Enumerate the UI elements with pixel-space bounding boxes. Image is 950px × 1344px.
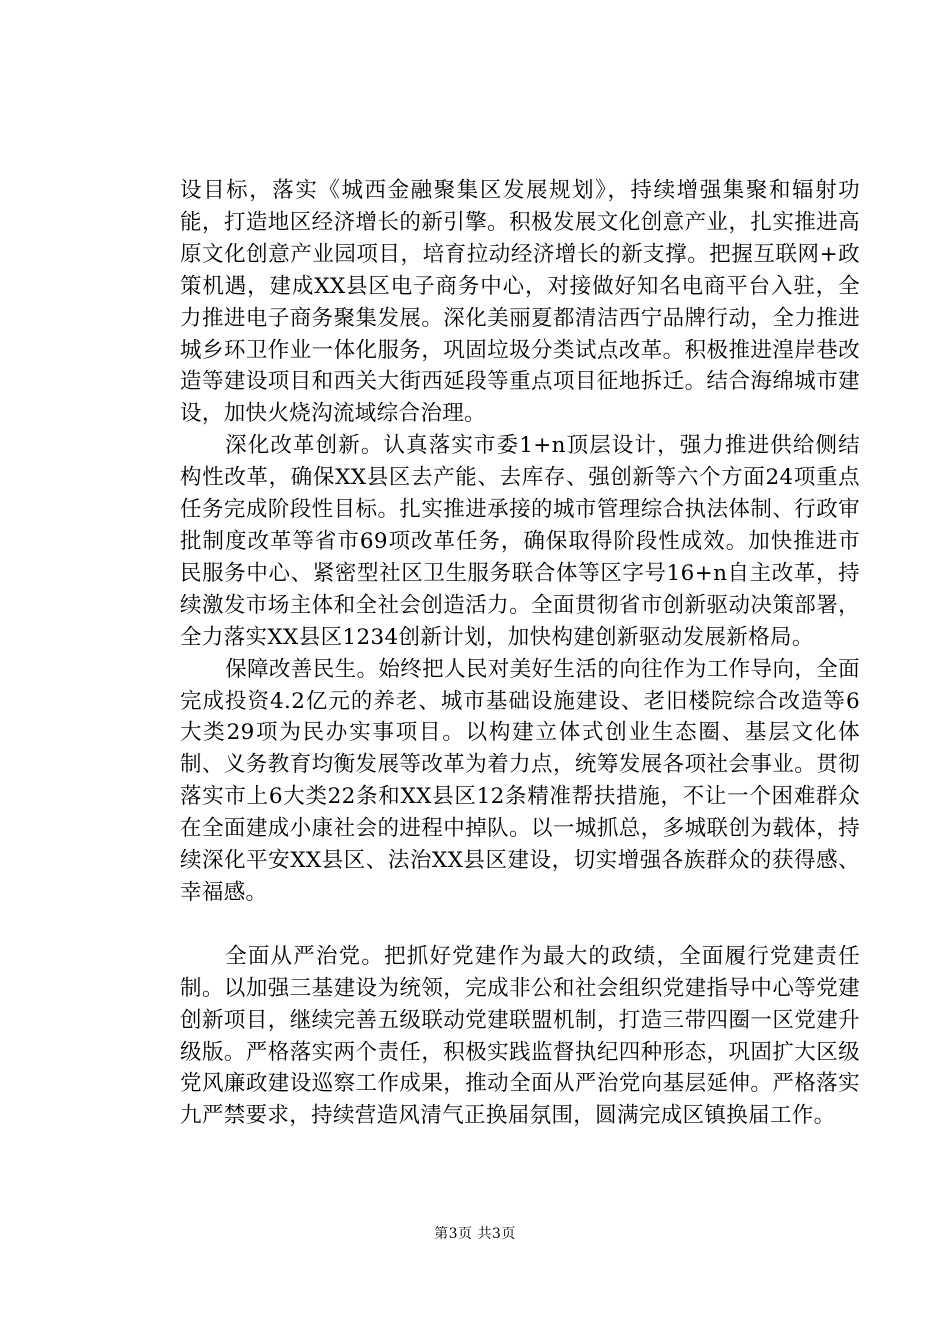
document-body	[180, 175, 860, 1132]
paragraph-urban-development: 设目标，落实《城西金融聚集区发展规划》，持续增强集聚和辐射功能，打造地区经济增长的新引擎。积极发展文化创意产业，扎实推进高原文化创意产业园项目，培育拉动经济增长的新支撑。把握互联网+政策机遇，建成XX县区电子商务中心，对接做好知名电商平台入驻，全力推进电子商务聚集发展。深化美丽夏都清洁西宁品牌行动，全力推进城乡环卫作业一体化服务，巩固垃圾分类试点改革。积极推进湟岸巷改造等建设项目和西关大街西延段等重点项目征地拆迁。结合海绵城市建设，加快火烧沟流域综合治理。	[180, 178, 860, 427]
paragraph-party-governance: 全面从严治党。把抓好党建作为最大的政绩，全面履行党建责任制。以加强三基建设为统领，完成非公和社会组织党建指导中心等党建创新项目，继续完善五级联动党建联盟机制，打造三带四圈一区党建升级版。严格落实两个责任，积极实践监督执纪四种形态，巩固扩大区级党风廉政建设巡察工作成果，推动全面从严治党向基层延伸。严格落实九严禁要求，持续营造风清气正换届氛围，圆满完成区镇换届工作。	[180, 943, 860, 1129]
paragraph-livelihood: 保障改善民生。始终把人民对美好生活的向往作为工作导向，全面完成投资4.2亿元的养老、城市基础设施建设、老旧楼院综合改造等6大类29项为民办实事项目。以构建立体式创业生态圈、基层文化体制、义务教育均衡发展等改革为着力点，统筹发展各项社会事业。贯彻落实市上6大类22条和XX县区12条精准帮扶措施，不让一个困难群众在全面建成小康社会的进程中掉队。以一城抓总，多城联创为载体，持续深化平安XX县区、法治XX县区建设，切实增强各族群众的获得感、幸福感。	[180, 656, 860, 905]
paragraph-reform-innovation: 深化改革创新。认真落实市委1+n顶层设计，强力推进供给侧结构性改革，确保XX县区去产能、去库存、强创新等六个方面24项重点任务完成阶段性目标。扎实推进承接的城市管理综合执法体制、行政审批制度改革等省市69项改革任务，确保取得阶段性成效。加快推进市民服务中心、紧密型社区卫生服务联合体等区字号16+n自主改革，持续激发市场主体和全社会创造活力。全面贯彻省市创新驱动决策部署，全力落实XX县区1234创新计划，加快构建创新驱动发展新格局。	[180, 433, 860, 650]
page-footer: 第3页 共3页	[434, 1226, 516, 1242]
